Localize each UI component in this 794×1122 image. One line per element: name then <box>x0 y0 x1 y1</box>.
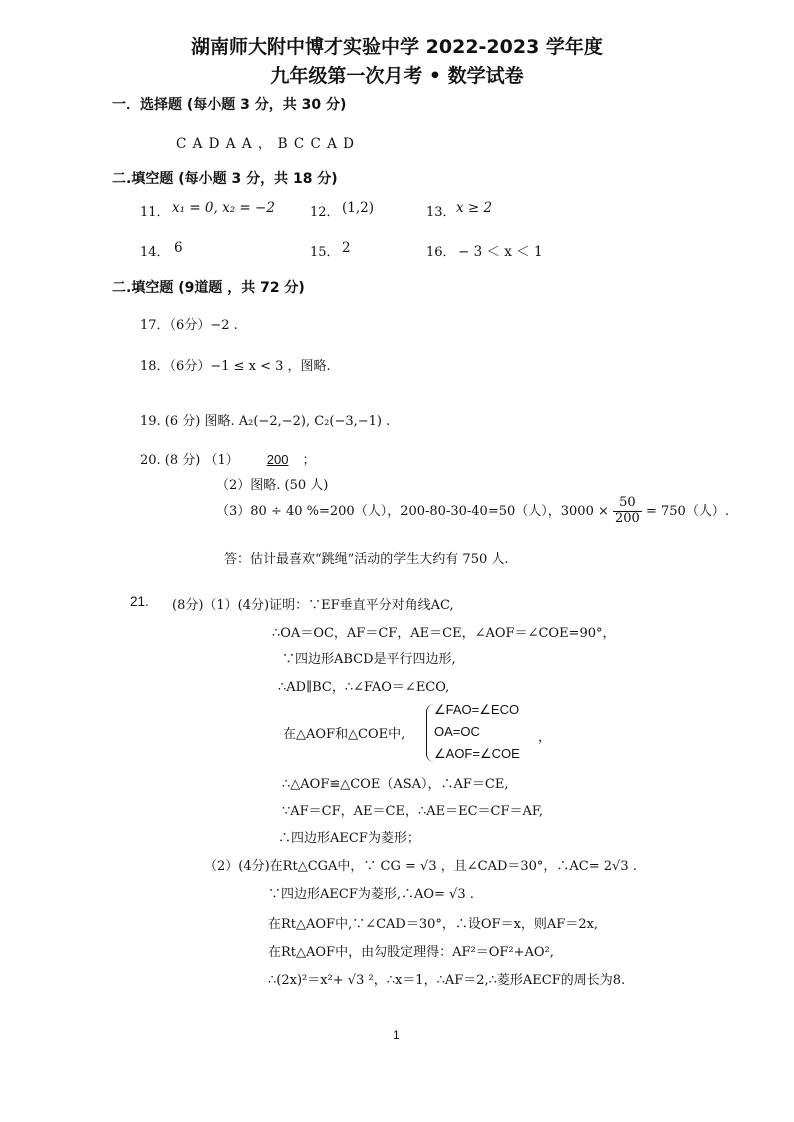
q21-line: ∵四边形ABCD是平行四边形, <box>282 652 456 667</box>
q21-line: 在Rt△AOF中,∵∠CAD＝30°，∴设OF＝x，则AF＝2x, <box>268 917 599 932</box>
fraction-numerator: 50 <box>613 496 642 512</box>
fill-item-num: 13． <box>426 205 456 220</box>
q20-conclusion: 答：估计最喜欢“跳绳”活动的学生大约有 750 人. <box>224 552 509 567</box>
q21-line: ∴OA＝OC，AF＝CF，AE＝CE，∠AOF＝∠COE=90°， <box>272 626 616 641</box>
fill-item-answer: (1,2) <box>342 200 375 216</box>
q21-line: (8分)（1）(4分)证明：∵EF垂直平分对角线AC, <box>172 598 454 613</box>
fill-item-num: 16． <box>426 245 456 260</box>
q20-part1 <box>140 449 315 468</box>
system-end-comma: ， <box>538 730 552 745</box>
fill-item-num: 14． <box>140 245 170 260</box>
q20-part3-text: （3）80 ÷ 40 %=200（人），200-80-30-40=50（人），3000 × <box>216 503 609 519</box>
q18-answer: 18．（6分）−1 ≤ x < 3 ，图略. <box>140 359 331 374</box>
q19-answer: 19. (6 分) 图略. A₂(−2,−2), C₂(−3,−1) . <box>140 414 391 429</box>
choice-answers: C A D A A ， B C C A D <box>176 136 355 152</box>
q21-num: 21. <box>130 594 149 609</box>
q17-answer: 17．（6分）−2 . <box>140 318 238 333</box>
q20-blank-answer: 200 <box>266 452 289 467</box>
fill-item-num: 15． <box>310 245 340 260</box>
q20-suffix: ； <box>302 453 316 468</box>
q20-part2: （2）图略. (50 人) <box>216 478 329 493</box>
section-1-heading: 一．选择题 (每小题 3 分，共 30 分) <box>112 97 347 113</box>
fraction-denominator: 200 <box>615 510 640 526</box>
q21-line: 在△AOF和△COE中, <box>283 727 406 742</box>
system-equation-1: ∠FAO=∠ECO <box>434 702 520 717</box>
q21-line: ∵四边形AECF为菱形,∴AO= √3 . <box>268 887 474 902</box>
q20-part3-result: = 750（人）. <box>645 503 729 519</box>
fill-item-answer: 2 <box>342 240 351 256</box>
q21-line: ∴四边形AECF为菱形； <box>278 831 420 846</box>
page-subtitle: 九年级第一次月考 • 数学试卷 <box>270 65 524 87</box>
page-number: 1 <box>393 1028 400 1042</box>
fill-item-num: 12． <box>310 205 340 220</box>
page-title: 湖南师大附中博才实验中学 2022-2023 学年度 <box>191 36 603 58</box>
q21-line: ∴△AOF≌△COE（ASA），∴AF＝CE, <box>282 777 509 792</box>
section-3-heading: 二.填空题 (9道题 ，共 72 分) <box>112 280 305 296</box>
fill-item-num: 11． <box>140 205 170 220</box>
system-equation-2: OA=OC <box>434 724 480 739</box>
q20-prefix: 20. (8 分) （1） <box>140 453 239 468</box>
q21-line: ∴(2x)²＝x²+ √3 ²，∴x＝1，∴AF＝2,∴菱形AECF的周长为8. <box>268 973 626 988</box>
system-equation-3: ∠AOF=∠COE <box>434 746 520 761</box>
q21-line: （2）(4分)在Rt△CGA中，∵ CG = √3 ，且∠CAD＝30°，∴AC= 2√3 . <box>204 859 637 874</box>
section-2-heading: 二.填空题 (每小题 3 分，共 18 分) <box>112 171 338 187</box>
q21-line: ∴AD∥BC，∴∠FAO＝∠ECO, <box>278 680 450 695</box>
fill-item-answer: x₁ = 0, x₂ = −2 <box>172 200 275 216</box>
q21-line: 在Rt△AOF中，由勾股定理得：AF²＝OF²+AO², <box>268 945 554 960</box>
fill-item-answer: 6 <box>174 240 183 256</box>
q20-fraction <box>613 496 642 527</box>
q20-part3 <box>216 496 729 527</box>
fill-item-answer: x ≥ 2 <box>456 200 493 216</box>
fill-item-answer: − 3 ＜ x ＜ 1 <box>458 244 543 260</box>
q21-line: ∵AF＝CF，AE＝CE，∴AE＝EC＝CF＝AF, <box>282 804 544 819</box>
